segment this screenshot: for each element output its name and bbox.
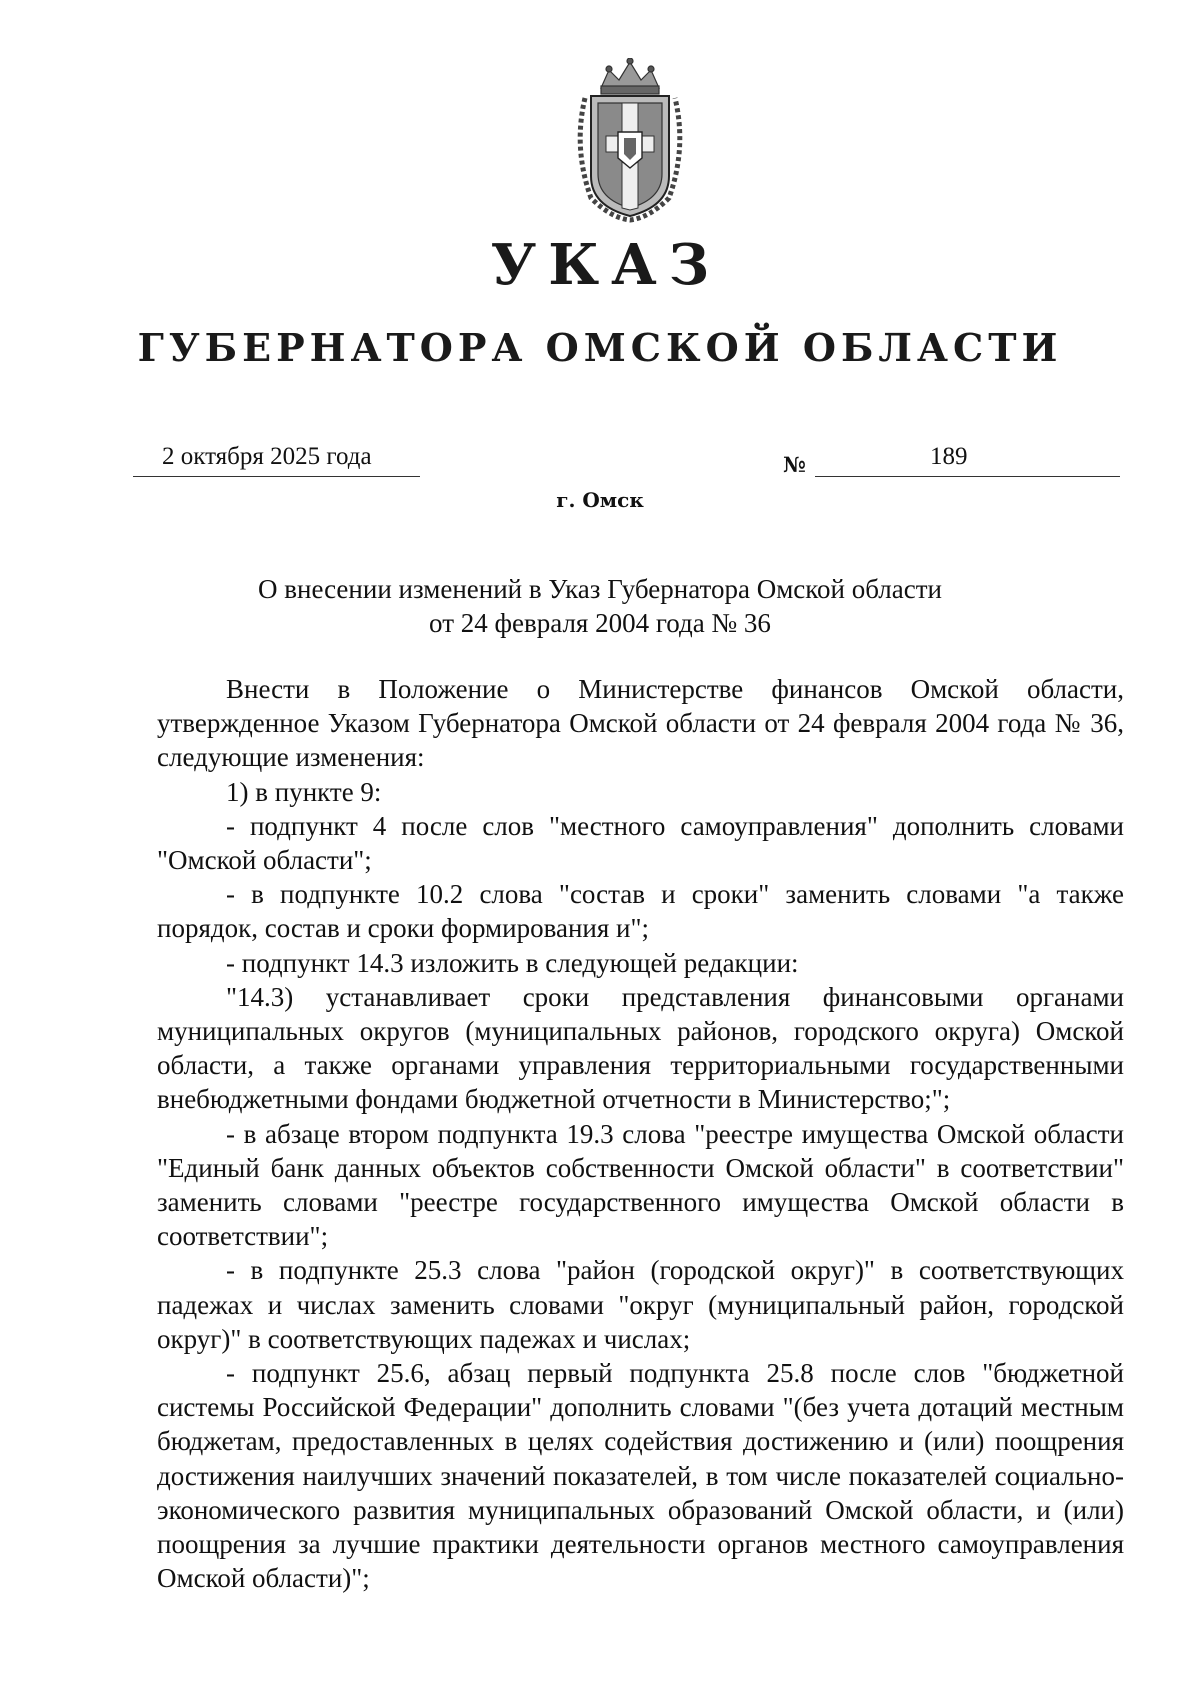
document-city: г. Омск [556,488,644,512]
body-paragraph: "14.3) устанавливает сроки представления финансовыми органами муниципальных округов (муниципальных районов, городского округа) Омской области, а также органами управления территориальными государственными внебюджетными фондами бюджетной отчетности в Министерство;"; [157,981,1124,1115]
document-number: 189 [930,443,968,470]
subject-line-1: О внесении изменений в Указ Губернатора Омской области [258,574,942,604]
body-paragraph: 1) в пункте 9: [226,776,382,807]
number-label: № [783,452,806,477]
body-paragraph: - подпункт 4 после слов "местного самоуправления" дополнить словами "Омской области"; [157,810,1124,876]
document-date: 2 октября 2025 года [162,443,372,470]
body-paragraph: - в подпункте 25.3 слова "район (городской округ)" в соответствующих падежах и числах заменить словами "округ (муниципальный район, городской округ)" в соответствующих падежах и числах; [157,1255,1124,1354]
number-underline [815,448,1120,477]
body-paragraph: - подпункт 25.6, абзац первый подпункта 25.8 после слов "бюджетной системы Российской Федерации" дополнить словами "(без учета дотаций местным бюджетам, предоставленных в целях содействия достижению и (или) поощрения достижения наилучших значений показателей, в том числе показателей социально-экономического развития муниципальных образований Омской области, и (или) поощрения за лучшие практики деятельности органов местного самоуправления Омской области)"; [157,1358,1124,1594]
subject-line-2: от 24 февраля 2004 года № 36 [429,608,771,638]
body-paragraph: - подпункт 14.3 изложить в следующей редакции: [226,947,799,978]
document-type-title: УКАЗ [490,232,722,298]
body-paragraph: - в абзаце втором подпункта 19.3 слова "реестре имущества Омской области "Единый банк данных объектов собственности Омской области" в соответствии" заменить словами "реестре государственного имущества Омской области в соответствии"; [157,1118,1124,1252]
body-paragraph: Внести в Положение о Министерстве финансов Омской области, утвержденное Указом Губернатора Омской области от 24 февраля 2004 года № 36, следующие изменения: [157,674,1124,773]
coat-of-arms-emblem [571,58,689,223]
document-body [157,672,1124,1595]
issuer-title: ГУБЕРНАТОРА ОМСКОЙ ОБЛАСТИ [137,325,1063,370]
document-subject [0,572,1200,640]
body-paragraph: - в подпункте 10.2 слова "состав и сроки" заменить словами "а также порядок, состав и сроки формирования и"; [157,879,1124,944]
